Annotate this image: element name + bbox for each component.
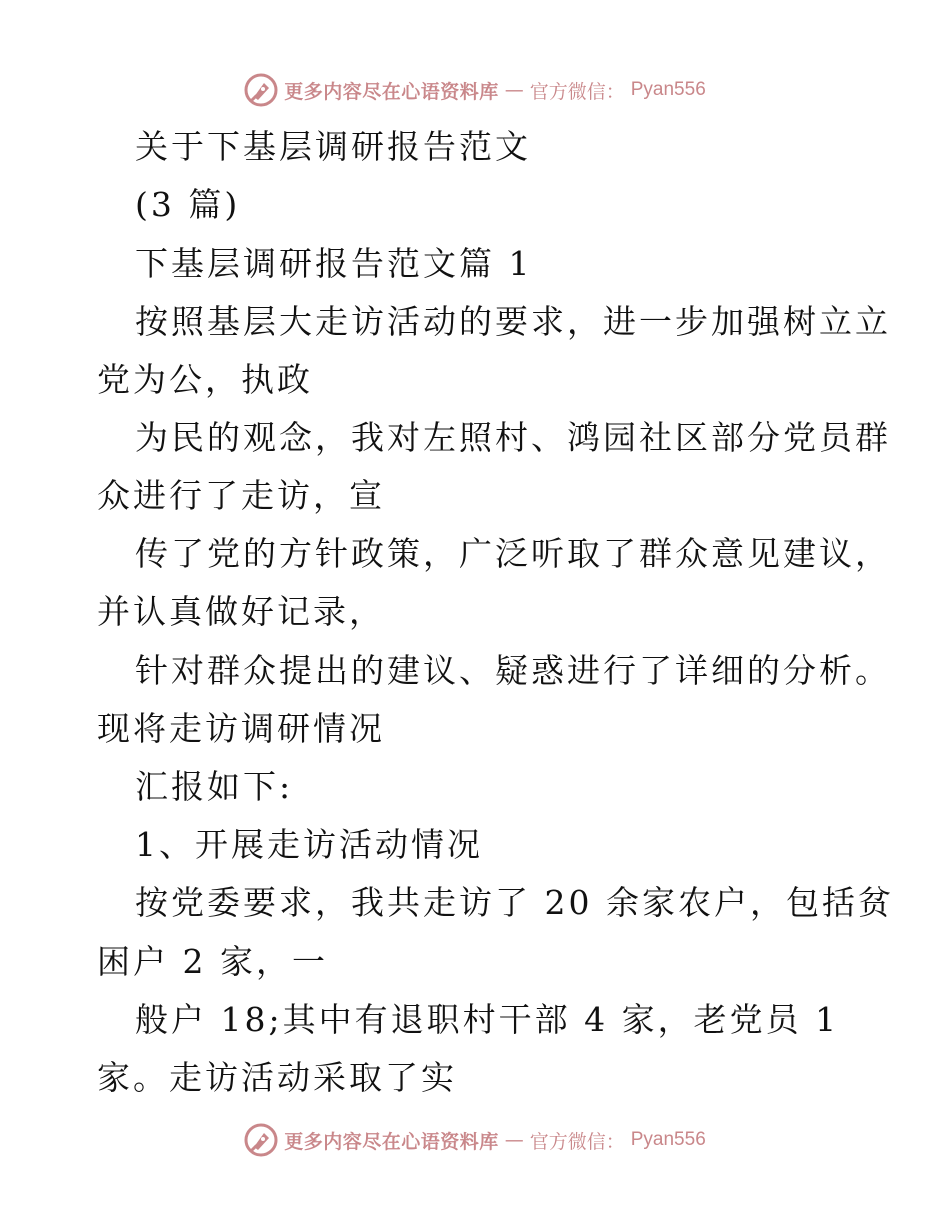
body-line: 家。走访活动采取了实 — [97, 1058, 457, 1097]
watermark-wechat-label: 官方微信： — [529, 1130, 625, 1153]
watermark-separator: — — [504, 79, 524, 101]
pen-nib-logo-icon — [244, 1123, 278, 1157]
pen-nib-logo-icon — [244, 73, 278, 107]
body-line: 众进行了走访，宣 — [97, 476, 385, 515]
document-title: 关于下基层调研报告范文 — [135, 127, 531, 166]
body-line: 党为公，执政 — [97, 360, 313, 399]
body-line: 针对群众提出的建议、疑惑进行了详细的分析。 — [135, 651, 891, 690]
body-line: 按照基层大走访活动的要求，进一步加强树立立 — [135, 302, 891, 341]
watermark-wechat-id: Pyan556 — [630, 79, 706, 100]
watermark-wechat-id: Pyan556 — [630, 1129, 706, 1150]
body-line: 汇报如下: — [135, 767, 294, 806]
body-line: 并认真做好记录， — [97, 592, 385, 631]
body-line: 按党委要求，我共走访了 20 余家农户，包括贫 — [135, 883, 894, 922]
body-line: 传了党的方针政策，广泛听取了群众意见建议， — [135, 534, 891, 573]
subsection-heading: 1、开展走访活动情况 — [135, 825, 483, 864]
body-line: 现将走访调研情况 — [97, 709, 385, 748]
watermark-brand: 更多内容尽在心语资料库 — [284, 80, 499, 103]
body-line: 为民的观念，我对左照村、鸿园社区部分党员群 — [135, 418, 891, 457]
body-line: 困户 2 家，一 — [97, 942, 328, 981]
body-line: 般户 18;其中有退职村干部 4 家，老党员 1 — [135, 1000, 840, 1039]
section-heading: 下基层调研报告范文篇 1 — [135, 244, 533, 283]
watermark-brand: 更多内容尽在心语资料库 — [284, 1130, 499, 1153]
watermark-wechat-label: 官方微信： — [529, 80, 625, 103]
watermark-separator: — — [504, 1129, 524, 1151]
footer-watermark — [0, 1120, 950, 1160]
document-subtitle: (3 篇) — [135, 185, 241, 224]
header-watermark — [0, 70, 950, 110]
